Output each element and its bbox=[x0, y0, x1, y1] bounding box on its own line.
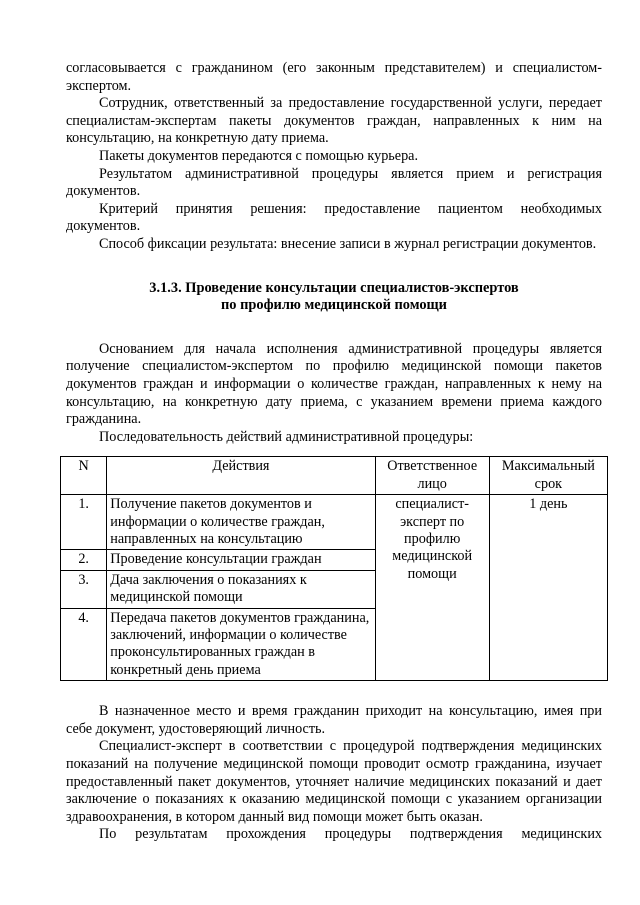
header-term: Максимальный срок bbox=[489, 457, 607, 495]
table-header-row bbox=[61, 457, 608, 495]
row-action: Получение пакетов документов и информации о количестве граждан, направленных на консультацию bbox=[107, 495, 375, 550]
paragraph-top-1: согласовывается с гражданином (его законным представителем) и специалистом-экспертом. bbox=[66, 60, 602, 94]
header-action: Действия bbox=[107, 457, 375, 495]
paragraph-bottom-2: Специалист-эксперт в соответствии с процедурой подтверждения медицинских показаний на получение медицинской помощи проводит осмотр гражданина, изучает предоставленный пакет документов, уточняет наличие медицинских показаний и дает заключение о показаниях к оказанию медицинской помощи с указанием организации здравоохранения, в котором данный вид помощи может быть оказан. bbox=[66, 738, 602, 825]
section-heading bbox=[66, 280, 602, 315]
paragraph-bottom-1: В назначенное место и время гражданин приходит на консультацию, имея при себе документ, удостоверяющий личность. bbox=[66, 703, 602, 737]
header-responsible: Ответственное лицо bbox=[375, 457, 489, 495]
row-num: 3. bbox=[61, 570, 107, 608]
paragraph-mid-2: Последовательность действий административной процедуры: bbox=[99, 428, 474, 445]
term-cell: 1 день bbox=[489, 495, 607, 681]
row-action: Передача пакетов документов гражданина, заключений, информации о количестве проконсультированных граждан в конкретный день приема bbox=[107, 608, 375, 681]
paragraph-top-3: Пакеты документов передаются с помощью курьера. bbox=[99, 147, 419, 164]
section-heading-line-1: 3.1.3. Проведение консультации специалистов-экспертов bbox=[149, 279, 519, 296]
header-num: N bbox=[61, 457, 107, 495]
responsible-cell: специалист-эксперт по профилю медицинской помощи bbox=[375, 495, 489, 681]
row-num: 2. bbox=[61, 550, 107, 570]
section-heading-line-2: по профилю медицинской помощи bbox=[221, 297, 447, 314]
paragraph-top-5: Критерий принятия решения: предоставление пациентом необходимых документов. bbox=[66, 200, 602, 235]
paragraph-top-6: Способ фиксации результата: внесение записи в журнал регистрации документов. bbox=[99, 235, 597, 252]
row-num: 1. bbox=[61, 495, 107, 550]
row-num: 4. bbox=[61, 608, 107, 681]
row-action: Проведение консультации граждан bbox=[107, 550, 375, 570]
paragraph-top-4: Результатом административной процедуры является прием и регистрация документов. bbox=[66, 165, 602, 200]
paragraph-mid-1: Основанием для начала исполнения административной процедуры является получение специалистом-экспертом по профилю медицинской помощи пакетов документов граждан и информации о количестве граждан, направленных к нему на консультацию, на конкретную дату приема, с указанием времени приема каждого гражданина. bbox=[66, 340, 602, 428]
paragraph-top-2: Сотрудник, ответственный за предоставление государственной услуги, передает специалистам-экспертам пакеты документов граждан, направленных к ним на консультацию, на конкретную дату приема. bbox=[66, 95, 602, 147]
row-action: Дача заключения о показаниях к медицинской помощи bbox=[107, 570, 375, 608]
document-page bbox=[66, 60, 602, 844]
paragraph-bottom-3: По результатам прохождения процедуры подтверждения медицинских bbox=[99, 826, 602, 843]
table-row bbox=[61, 495, 608, 550]
procedure-table bbox=[60, 456, 608, 681]
